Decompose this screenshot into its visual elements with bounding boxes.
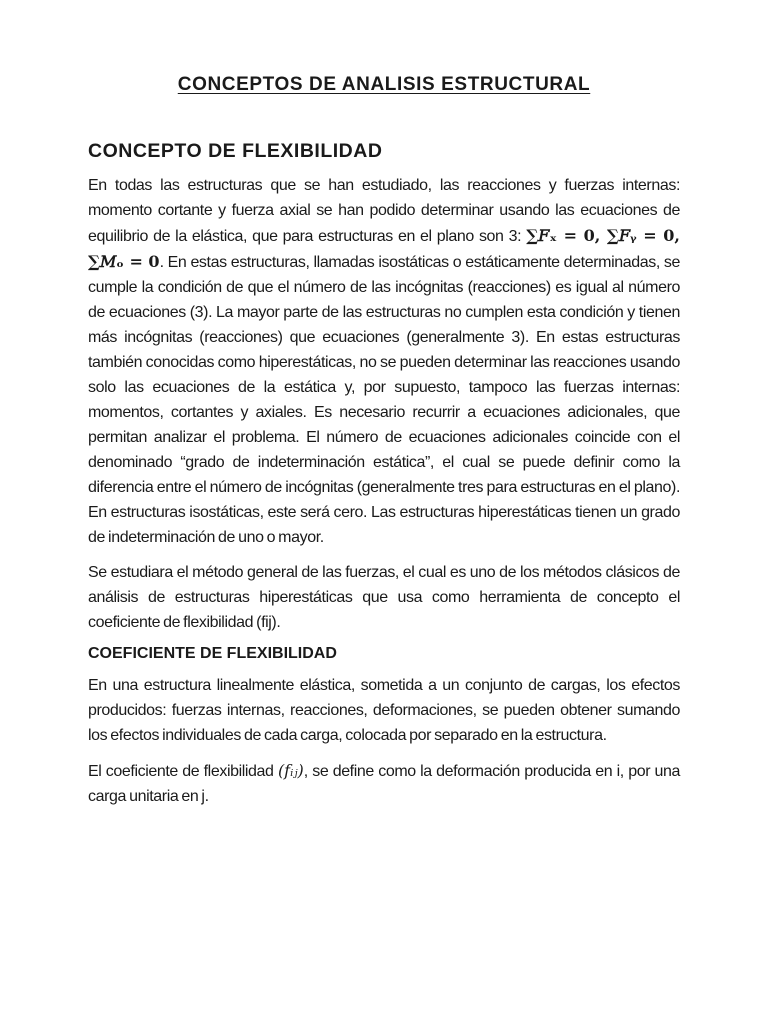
paragraph-text: El coeficiente de flexibilidad (88, 763, 278, 780)
paragraph-text: , se define como la deformación producida en i, por una carga unitaria en j. (88, 763, 680, 805)
flexibility-coefficient-symbol: (𝑓ᵢⱼ) (277, 761, 304, 780)
paragraph-text: . En estas estructuras, llamadas isostáticas o estáticamente determinadas, se cumple la condición de que el número de las incógnitas (reacciones) es igual al número de ecuaciones (3). La mayor parte de las estructuras no cumplen esta condición y tienen más incógnitas (reacciones) que ecuaciones (generalmente 3). En estas estructuras también conocidas como hiperestáticas, no se pueden determinar las reacciones usando solo las ecuaciones de la estática y, por supuesto, tampoco las fuerzas internas: momentos, cortantes y axiales. Es necesario recurrir a ecuaciones adicionales, que permitan analizar el problema. El número de ecuaciones adicionales coincide con el denominado “grado de indeterminación estática”, el cual se puede definir como la diferencia entre el número de incógnitas (generalmente tres para estructuras en el plano). En estructuras isostáticas, este será cero. Las estructuras hiperestáticas tienen un grado de indeterminación de uno o mayor. (88, 254, 680, 546)
paragraph-flexibility-intro (88, 173, 680, 550)
section-heading-flexibility-concept: CONCEPTO DE FLEXIBILIDAD (88, 140, 383, 162)
equilibrium-equation: ∑𝐹ₓ = 0, ∑𝐹ᵧ = 0, ∑𝑀ₒ = 𝟎 (88, 226, 680, 271)
paragraph-coefficient-definition (88, 758, 680, 809)
paragraph-linear-elastic: En una estructura linealmente elástica, sometida a un conjunto de cargas, los efectos producidos: fuerzas internas, reacciones, deformaciones, se pueden obtener sumando los efectos individuales de cada carga, colocada por separado en la estructura. (88, 677, 680, 744)
paragraph-force-method: Se estudiara el método general de las fuerzas, el cual es uno de los métodos clásicos de análisis de estructuras hiperestáticas que usa como herramienta de concepto el coeficiente de flexibilidad (fij). (88, 564, 680, 631)
document-title: CONCEPTOS DE ANALISIS ESTRUCTURAL (177, 74, 591, 95)
paragraph-text: En todas las estructuras que se han estudiado, las reacciones y fuerzas internas: momento cortante y fuerza axial se han podido determinar usando las ecuaciones de equilibrio de la elástica, que para estructuras en el plano son 3: (88, 177, 680, 245)
section-heading-flexibility-coefficient: COEFICIENTE DE FLEXIBILIDAD (88, 645, 337, 662)
